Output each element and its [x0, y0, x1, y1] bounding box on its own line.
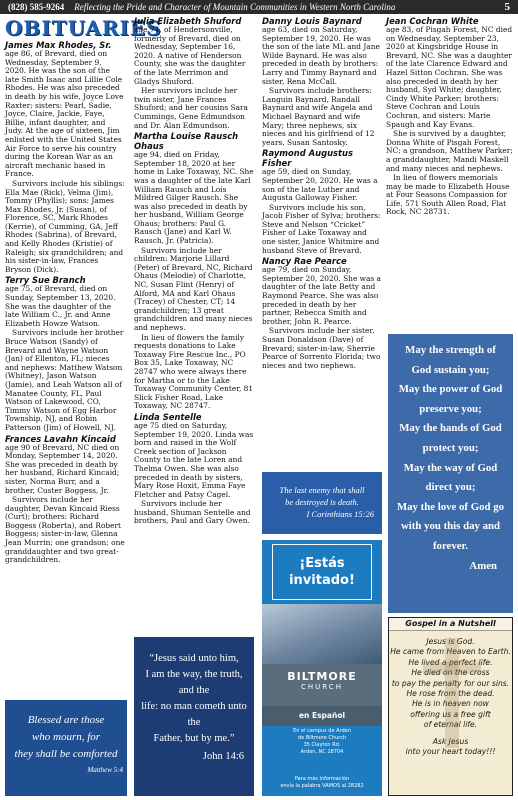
obit-paragraph: In lieu of flowers the family requests donations to Lake Toxaway Fire Rescue Inc., PO Box 35, Lake Toxaway, NC 28747 who were always there for Martha or to the Lake Toxaway Community Center, 81 Slick Fisher Road, Lake Toxaway, NC 28747.: [134, 332, 254, 411]
obit-paragraph: age 83, of Pisgah Forest, NC died on Wednesday, September 23, 2020 at Kingsbridge House in Brevard, NC. She was a daughter of the late Clarence Edward and Hazel Sitton Cochran. She was also preceded in death by her husband, Syd White; daughter, Cindy White Parker; brothers: Steve Cochran and Louis Cochran, and sisters: Marie Spaugh and Kay Evans.: [386, 25, 513, 129]
ad-footer: [262, 776, 382, 790]
obit-paragraph: Survivors include his son, Jacob Fisher of Sylva; brothers: Steve and Nelson “Cricket” Fisher of Lake Toxaway and one sister, Janice Whitmire and husband Steve of Brevard.: [262, 202, 381, 255]
ad-info: [262, 728, 382, 756]
obit-paragraph: age 75 died on Saturday, September 19, 2020. Linda was born and raised in the Wolf Creek section of Jackson County to the late Loren and Thelma Owen. She was also preceded in death by sisters, Mary Rose Hoxit, Emma Faye Fletcher and Patsy Cagel.: [134, 420, 254, 499]
gospel-line: He is in heaven now: [412, 699, 489, 709]
verse-line: be destroyed is death.: [285, 497, 359, 507]
blessing-line: May the hands of God: [399, 422, 502, 435]
gospel-line: He rose from the dead.: [406, 689, 495, 699]
gospel-title: Gospel in a Nutshell: [389, 618, 512, 631]
obit-paragraph: age 63, died on Saturday, September 19, 2020. He was the son of the late ML and Jane Wilde Baynard. He was also preceded in death by brothers: Larry and Timmy Baynard and sister, Rena McCall.: [262, 25, 380, 86]
ad-info-line: Arden, NC 28704: [300, 749, 344, 755]
verse-reference: John 14:6: [202, 751, 244, 762]
gospel-ask: Ask Jesus: [432, 736, 469, 746]
obit-paragraph: Survivors include her husband, Shuman Sentelle and brothers, Paul and Gary Owen.: [134, 499, 251, 526]
church-ad: [262, 540, 382, 796]
header-tagline: Reflecting the Pride and Character of Mountain Communities in Western North Carolina: [74, 2, 396, 12]
ad-info-line: de Biltmore Church: [297, 735, 347, 741]
obit-name: Frances Lavahn Kincaid: [5, 433, 116, 444]
gospel-box: [388, 617, 513, 796]
verse-box-blessed: [5, 700, 127, 796]
mountain-photo: [262, 604, 382, 664]
obit-paragraph: She is survived by a daughter, Donna White of Pisgah Forest, NC; a grandson, Matthew Parker; a granddaughter, Mandi Maskell and many nieces and nephews.: [386, 129, 513, 173]
gospel-line: He died on the cross: [411, 668, 490, 678]
blessing-line: direct you;: [425, 481, 476, 494]
verse-line: The last enemy that shall: [279, 485, 365, 495]
obit-paragraph: age 79, died on Sunday, September 20, 2020. She was a daughter of the late Betty and Raymond Pearce. She was also preceded in death by her partner, Rebecca Smith and brother, John R. Pearce.: [262, 265, 381, 326]
obit-name: Danny Louis Baynard: [262, 16, 362, 26]
ad-info-line: En el campus de Arden: [293, 728, 351, 734]
blessing-line: May the love of God go: [396, 500, 505, 513]
obit-name: Nancy Rae Pearce: [262, 256, 347, 267]
obit-paragraph: Survivors include her daughter, Devan Kincaid Riess (Curt); brothers: Richard Boggess (Roberta), and Robert Boggess; sister-in-law, Glenna Jean Murrin; one grandson; one granddaughter and two great-grandchildren.: [5, 495, 125, 565]
gospel-line: of eternal life.: [423, 720, 478, 730]
obit-paragraph: age 94, died on Friday, September 18, 2020 at her home in Lake Toxaway, NC. She was a daughter of the late Karl William Rausch and Lois Mildred Gilger Rausch. She was also preceded in death by her husband, William George Ohaus; brothers: Paul G. Rausch (Jane) and Karl W. Rausch, Jr. (Patricia).: [134, 150, 254, 246]
blessing-line: May the power of God: [398, 383, 503, 396]
obit-paragraph: Survivors include his siblings: Ella Mae (Rick), Velma (Jim), Tommy (Phyllis); sons: James Max Rhodes, Jr. (Susan), of Florence, SC, Mark Rhodes (Kerrie), of Cumming, GA, Jeff Rhodes (Sabrina), of Brevard, and Kelly Rhodes (Kristie) of Raleigh; six grandchildren; and his sister-in-law, Frances Bryson (Dick).: [5, 178, 125, 274]
verse-line: “Jesus said unto him,: [149, 653, 239, 664]
verse-line: I am the way, the truth, and the: [145, 669, 243, 696]
obit-paragraph: age 74, of Hendersonville, formerly of Brevard, died on Wednesday, September 16, 2020. A native of Henderson County, she was the daughter of the late Merrimon and Gladys Shuford.: [134, 25, 246, 86]
church-logo: [262, 664, 382, 706]
blessing-line: May the strength of: [405, 344, 496, 356]
blessing-line: protect you;: [422, 441, 479, 454]
ad-headline-line: ¡Estás: [299, 556, 345, 571]
obit-name: Martha Louise Rausch Ohaus: [134, 131, 239, 152]
obit-paragraph: age 75, of Brevard, died on Sunday, September 13, 2020. She was the daughter of the late William C., Jr. and Anne Elizabeth Howze Watson.: [5, 284, 116, 328]
column-2: [134, 16, 254, 651]
column-3: [262, 16, 382, 486]
gospel-line: He lived a perfect life.: [408, 657, 493, 667]
gospel-line: He came from Heaven to Earth.: [390, 647, 511, 657]
obit-name: Terry Sue Branch: [5, 275, 86, 286]
verse-line: life: no man cometh unto the: [141, 701, 247, 728]
obit-paragraph: Survivors include her sister, Susan Donaldson (Dave) of Brevard; sister-in-law, Sherrie Pearce of Sorrento Florida; two nieces and two nephews.: [262, 326, 381, 370]
section-title: OBITUARIES: [5, 16, 162, 40]
gospel-line: to pay the penalty for our sins.: [391, 678, 510, 688]
verse-reference: I Corinthians 15:26: [306, 509, 374, 519]
obit-name: Jean Cochran White: [386, 16, 479, 26]
verse-line: they shall be comforted: [14, 748, 118, 760]
obit-name: Linda Sentelle: [134, 411, 202, 422]
page-header: [0, 0, 518, 14]
obit-paragraph: Survivors include her brother Bruce Watson (Sandy) of Brevard and Wayne Watson (Jan) of Ellenton, FL; nieces and nephews: Matthew Watson (Whitney), Jason Watson (Jamie), and Leah Watson all of Manatee County, FL, Paul Watson of Lakewood, CO, Timmy Watson of Egg Harbor Township, NJ, and Robin Patterson (Jim) of Howell, NJ.: [5, 328, 124, 432]
ad-footer-line: Para más información: [294, 776, 350, 782]
obit-paragraph: Survivors include brothers: Languin Baynard, Randall Baynard and wife Angela and Michael Baynard and wife Mary; three nephews, six nieces and his girlfriend of 12 years, Susan Santosky.: [262, 86, 375, 147]
blessing-line: God sustain you;: [411, 363, 490, 376]
verse-line: Father, but by me.”: [153, 733, 235, 744]
gospel-line: Jesus is God.: [426, 637, 475, 646]
ad-info-line: 35 Clayton Rd.: [303, 742, 341, 748]
verse-reference: Matthew 5:4: [87, 766, 123, 774]
obit-paragraph: Her survivors include her twin sister, Jane Frances Shuford; and her cousins Sara Cummings, Gene Edmundson and Dr. Alan Edmundson.: [134, 86, 248, 130]
header-phone: (828) 585-9264: [8, 2, 65, 12]
ad-language: en Español: [262, 706, 382, 726]
ad-headline-line: invitado!: [289, 573, 355, 588]
blessing-line: preserve you;: [419, 402, 482, 415]
obit-paragraph: age 86, of Brevard, died on Wednesday, September 9, 2020. He was the son of the late Smith Isaac and Lillie Cole Rhodes. He was also preceded in death by his wife, Joyce Love Raxter; sisters: Pearl, Sadie, Joyce, Claire, Jackie, Faye, Billie, infant daughter, and Judy. At the age of sixteen, Jim enlisted with the United States Air Force to serve his country during the Korean War as an aircraft mechanic based in France.: [5, 49, 124, 179]
blessing-line: with you this day and: [400, 520, 500, 533]
blessing-box: [388, 334, 513, 613]
cross-icon: [445, 638, 459, 748]
obit-paragraph: age 90 of Brevard, NC died on Monday, September 14, 2020. She was preceded in death by her husband, Richard Kincaid; sister, Norma Burr, and a brother, Custer Boggess, Jr.: [5, 442, 120, 495]
obit-paragraph: In lieu of flowers memorials may be made to Elizabeth House at Four Seasons Compassion for Life, 571 South Allen Road, Flat Rock, NC 28731.: [386, 173, 510, 217]
verse-box-john: [134, 637, 254, 796]
verse-line: who mourn, for: [31, 731, 101, 743]
blessing-line: May the way of God: [403, 461, 498, 474]
obit-name: James Max Rhodes, Sr.: [5, 40, 112, 50]
obit-paragraph: age 59, died on Sunday, September 20, 2020. He was a son of the late Luther and Augusta Galloway Fisher.: [262, 167, 378, 203]
church-brand: BILTMORE: [287, 670, 357, 683]
gospel-line: offering us a free gift: [410, 709, 491, 719]
ad-headline: [272, 544, 372, 600]
page-number: 5: [504, 1, 510, 13]
cross-bar: [423, 662, 481, 674]
church-brand-sub: CHURCH: [301, 683, 343, 691]
verse-box-corinthians: [262, 472, 382, 534]
obit-paragraph: Survivors include her children: Marjorie Lillard (Peter) of Brevard, NC, Richard Ohaus (Melodie) of Charlotte, NC, Susan Flint (Henry) of Alford, MA and Karl Ohaus (Tracey) of Chester, CT; 14 grandchildren; 13 great grandchildren and many nieces and nephews.: [134, 245, 253, 332]
gospel-ask: into your heart today!!!: [405, 747, 496, 757]
obit-name: Julia Elizabeth Shuford: [134, 16, 242, 26]
blessing-line: forever.: [432, 539, 469, 552]
column-1: [5, 16, 162, 716]
column-4: [386, 16, 513, 346]
blessing-amen: Amen: [469, 559, 497, 572]
ad-footer-line: envía la palabra VAMOS al 28282: [280, 783, 364, 789]
verse-line: Blessed are those: [27, 714, 105, 726]
obit-name: Raymond Augustus Fisher: [262, 148, 353, 169]
